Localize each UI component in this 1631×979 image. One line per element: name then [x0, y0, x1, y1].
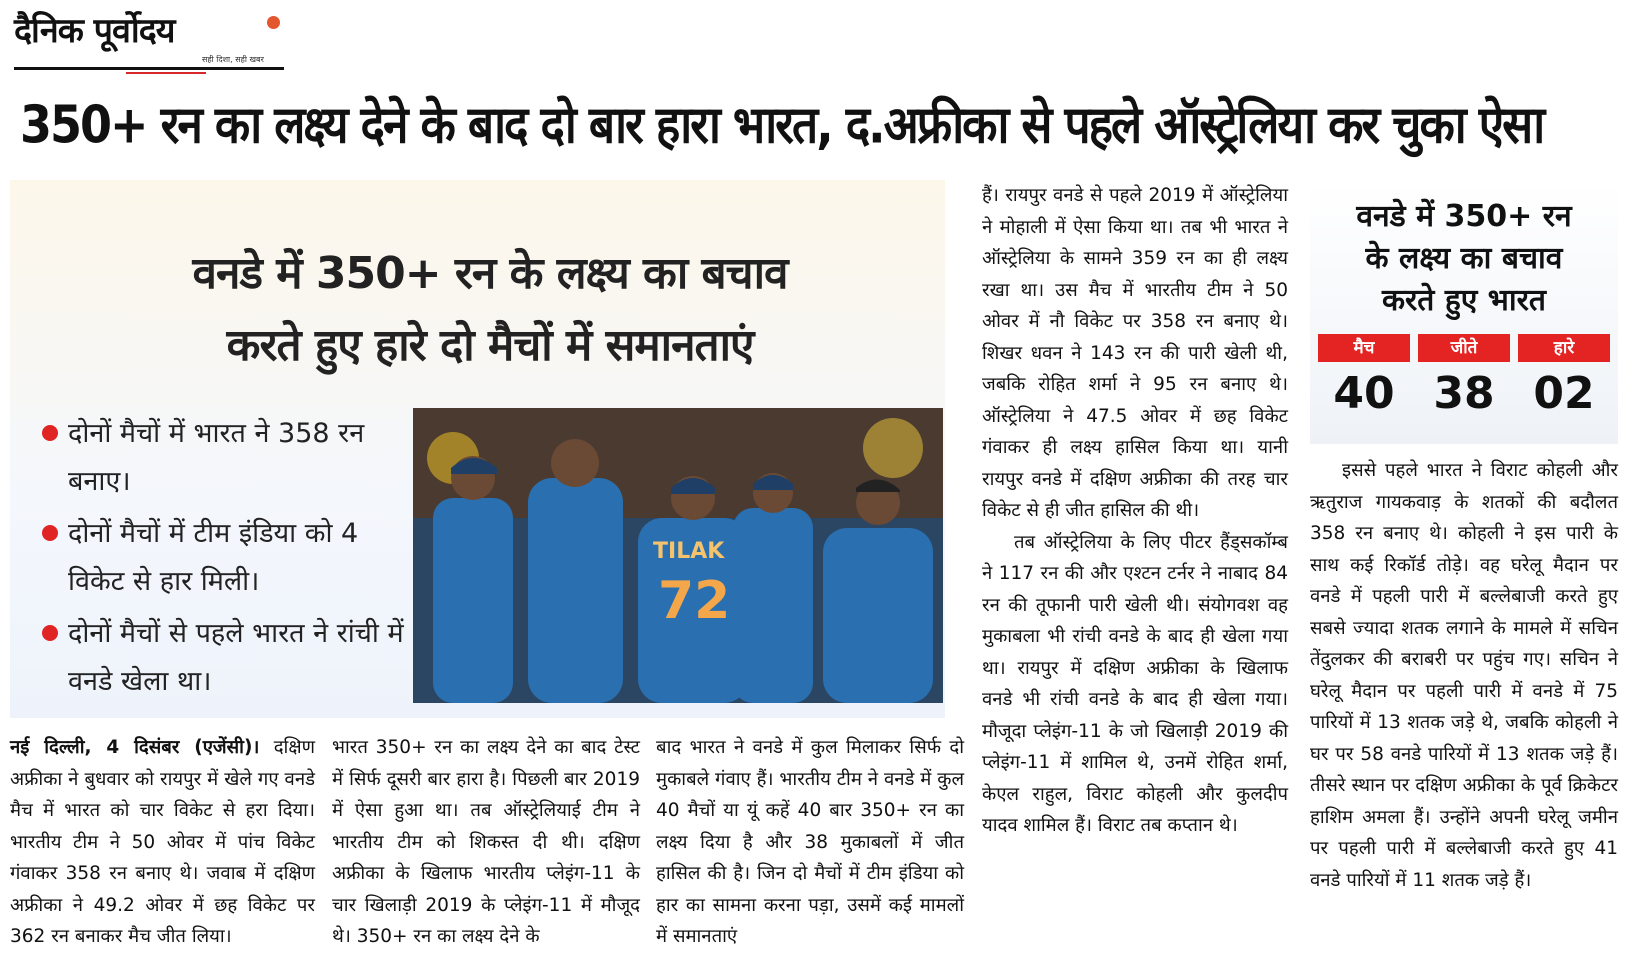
team-celebration-photo [413, 408, 943, 703]
stats-title-line3: करते हुए भारत [1381, 283, 1547, 318]
red-bullet-icon [42, 625, 58, 641]
article-text: इससे पहले भारत ने विराट कोहली और ऋतुराज गायकवाड़ के शतकों की बदौलत 358 रन बनाए थे। कोहली ने इस पारी के साथ कई रिकॉर्ड तोड़े। वह घरेलू मैदान पर वनडे में पहली पारी में बल्लेबाजी करते हुए सबसे ज्यादा शतक लगाने के मामले में सचिन तेंदुलकर की बराबरी पर पहुंच गए। सचिन ने घरेलू मैदान पर पहली पारी में वनडे में 75 पारियों में 13 शतक जड़े थे, जबकि कोहली ने घर पर 58 वनडे पारियों में 13 शतक जड़े हैं। तीसरे स्थान पर दक्षिण अफ्रीका के पूर्व क्रिकेटर हाशिम अमला हैं। उन्होंने अपनी घरेलू जमीन पर पहली पारी में बल्लेबाजी करते हुए 41 वनडे पारियों में 11 शतक जड़े हैं। [1310, 460, 1618, 891]
stat-value: 38 [1433, 368, 1495, 419]
article-column-2 [332, 732, 640, 953]
article-text: हैं। रायपुर वनडे से पहले 2019 में ऑस्ट्रेलिया ने मोहाली में ऐसा किया था। तब भी भारत ने ऑस्ट्रेलिया के सामने 359 रन का ही लक्ष्य रखा था। उस मैच में भारतीय टीम ने 50 ओवर में नौ विकेट पर 358 रन बनाए थे। शिखर धवन ने 143 रन की पारी खेली थी, जबकि रोहित शर्मा ने 95 रन बनाए थे। ऑस्ट्रेलिया ने 47.5 ओवर में छह विकेट गंवाकर ही लक्ष्य हासिल किया था। यानी रायपुर वनडे में दक्षिण अफ्रीका की तरह चार विकेट से ही जीत हासिल की थी। [982, 185, 1288, 521]
infographic-title-line1: वनडे में 350+ रन के लक्ष्य का बचाव [192, 248, 788, 299]
logo-dot [267, 16, 280, 29]
stat-matches [1318, 334, 1410, 426]
similarity-item [38, 410, 418, 506]
stat-label: हारे [1518, 334, 1610, 362]
stat-value: 02 [1533, 368, 1595, 419]
stats-panel [1310, 182, 1618, 444]
article-text: भारत 350+ रन का लक्ष्य देने का बाद टेस्ट में सिर्फ दूसरी बार हारा है। पिछली बार 2019 में ऐसा हुआ था। तब ऑस्ट्रेलियाई टीम ने भारतीय टीम को शिकस्त दी थी। दक्षिण अफ्रीका के खिलाफ भारतीय प्लेइंग-11 के चार खिलाड़ी 2019 के प्लेइंग-11 में मौजूद थे। 350+ रन का लक्ष्य देने के [332, 737, 640, 947]
stats-title [1310, 196, 1618, 322]
infographic-title [40, 238, 940, 382]
article-column-5 [1310, 455, 1618, 896]
stats-title-line2: के लक्ष्य का बचाव [1365, 241, 1563, 276]
similarity-item [38, 510, 418, 606]
similarity-text: दोनों मैचों में भारत ने 358 रन बनाए। [68, 418, 365, 497]
page-headline: 350+ रन का लक्ष्य देने के बाद दो बार हारा भारत, द.अफ्रीका से पहले ऑस्ट्रेलिया कर चुका ऐसा [20, 94, 1544, 155]
jersey-name: TILAK [653, 539, 725, 564]
article-column-3 [656, 732, 964, 953]
jersey-number: 72 [658, 571, 731, 631]
stat-won [1418, 334, 1510, 426]
stat-label: जीते [1418, 334, 1510, 362]
article-text: तब ऑस्ट्रेलिया के लिए पीटर हैंड्सकॉम्ब ने 117 रन की और एश्टन टर्नर ने नाबाद 84 रन की तूफानी पारी खेली थी। संयोगवश वह मुकाबला भी रांची वनडे के बाद ही खेला गया था। रायपुर में दक्षिण अफ्रीका के खिलाफ वनडे भी रांची वनडे के बाद ही खेला गया। मौजूदा प्लेइंग-11 के जो खिलाड़ी 2019 की प्लेइंग-11 में शामिल थे, उनमें रोहित शर्मा, केएल राहुल, विराट कोहली और कुलदीप यादव शामिल हैं। विराट तब कप्तान थे। [982, 531, 1288, 836]
article-dateline: नई दिल्ली, 4 दिसंबर (एजेंसी)। [10, 737, 260, 758]
article-text: बाद भारत ने वनडे में कुल मिलाकर सिर्फ दो मुकाबले गंवाए हैं। भारतीय टीम ने वनडे में कुल 40 मैचों या यूं कहें 40 बार 350+ रन का लक्ष्य दिया है और 38 मुकाबलों में जीत हासिल की है। जिन दो मैचों में टीम इंडिया को हार का सामना करना पड़ा, उसमें कई मामलों में समानताएं [656, 737, 964, 947]
red-bullet-icon [42, 425, 58, 441]
article-column-4 [982, 180, 1288, 842]
stat-lost [1518, 334, 1610, 426]
article-text: दक्षिण अफ्रीका ने बुधवार को रायपुर में खेले गए वनडे मैच में भारत को चार विकेट से हरा दिया। भारतीय टीम ने 50 ओवर में पांच विकेट गंवाकर 358 रन बनाए थे। जवाब में दक्षिण अफ्रीका ने 49.2 ओवर में छह विकेट पर 362 रन बनाकर मैच जीत लिया। [10, 737, 315, 947]
masthead [14, 10, 284, 70]
article-column-1 [10, 732, 315, 953]
similarity-text: दोनों मैचों में टीम इंडिया को 4 विकेट से हार मिली। [68, 518, 359, 597]
masthead-rule [14, 67, 284, 70]
team-photo-illustration [413, 408, 943, 703]
stat-value: 40 [1333, 368, 1395, 419]
stats-title-line1: वनडे में 350+ रन [1356, 199, 1572, 234]
similarity-text: दोनों मैचों से पहले भारत ने रांची में वनडे खेला था। [68, 618, 404, 697]
newspaper-logo: दैनिक पूर्वोदय [14, 11, 175, 51]
masthead-accent-rule [126, 72, 206, 74]
red-bullet-icon [42, 525, 58, 541]
stat-label: मैच [1318, 334, 1410, 362]
infographic-title-line2: करते हुए हारे दो मैचों में समानताएं [226, 320, 754, 371]
similarities-list [38, 410, 418, 710]
newspaper-tagline: सही दिशा, सही खबर [202, 55, 264, 64]
similarity-item [38, 610, 418, 706]
